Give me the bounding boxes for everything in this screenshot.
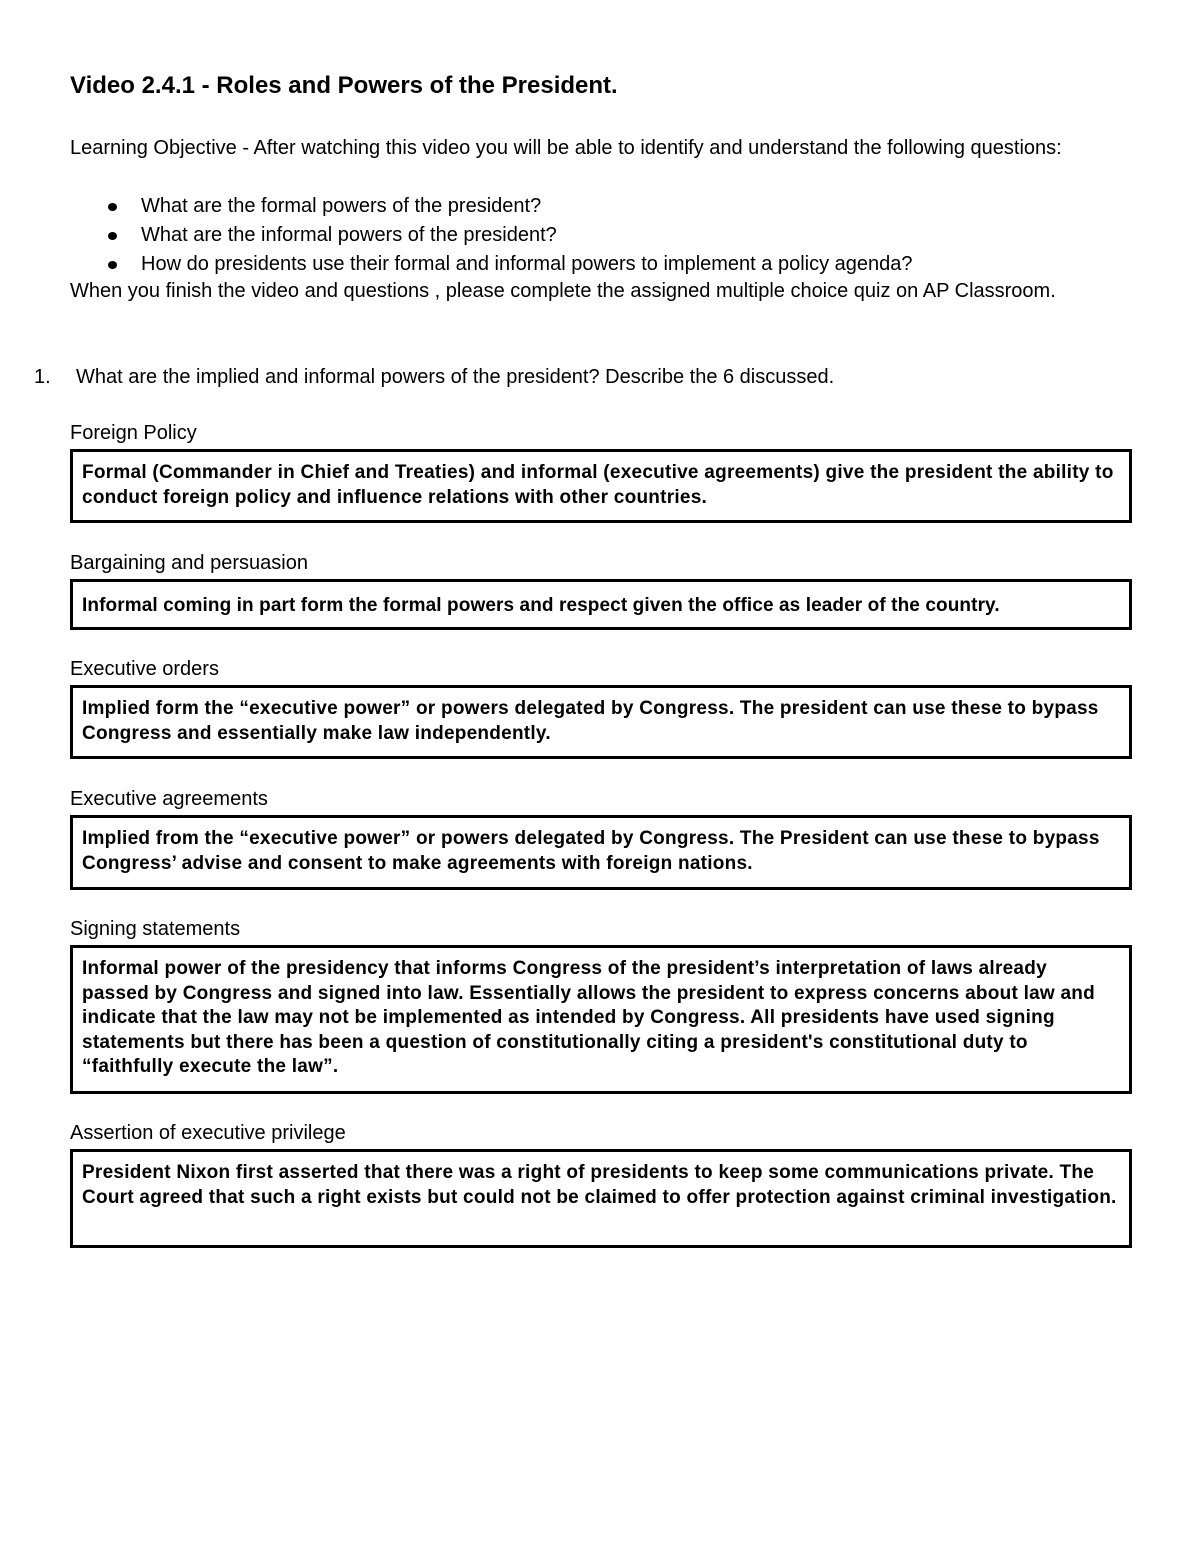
list-item bbox=[70, 250, 913, 279]
section-label: Assertion of executive privilege bbox=[70, 1122, 346, 1144]
section-label: Bargaining and persuasion bbox=[70, 552, 308, 574]
bullet-icon bbox=[108, 232, 117, 240]
section-label: Foreign Policy bbox=[70, 422, 197, 444]
question-text: What are the implied and informal powers of the president? Describe the 6 discussed. bbox=[76, 366, 835, 388]
answer-box[interactable]: President Nixon first asserted that there was a right of presidents to keep some communications private. The Court agreed that such a right exists but could not be claimed to offer protection against criminal investigation. bbox=[70, 1149, 1132, 1248]
answer-box[interactable]: Implied form the “executive power” or powers delegated by Congress. The president can use these to bypass Congress and essentially make law independently. bbox=[70, 685, 1132, 759]
question-number: 1. bbox=[34, 366, 51, 388]
list-item bbox=[70, 221, 913, 250]
section-label: Executive agreements bbox=[70, 788, 268, 810]
section-bargaining-persuasion bbox=[70, 550, 1132, 630]
answer-box[interactable]: Formal (Commander in Chief and Treaties) and informal (executive agreements) give the president the ability to conduct foreign policy and influence relations with other countries. bbox=[70, 449, 1132, 523]
bullet-icon bbox=[108, 203, 117, 211]
list-item bbox=[70, 192, 913, 221]
section-foreign-policy bbox=[70, 420, 1132, 523]
section-executive-agreements bbox=[70, 786, 1132, 890]
closing-note: When you finish the video and questions , please complete the assigned multiple choice quiz on AP Classroom. bbox=[70, 280, 1056, 302]
section-executive-orders bbox=[70, 656, 1132, 759]
section-executive-privilege bbox=[70, 1120, 1132, 1248]
objective-question-text: How do presidents use their formal and informal powers to implement a policy agenda? bbox=[141, 253, 913, 275]
objective-question-text: What are the informal powers of the president? bbox=[141, 224, 557, 246]
bullet-icon bbox=[108, 261, 117, 269]
section-label: Executive orders bbox=[70, 658, 219, 680]
learning-objective: Learning Objective - After watching this video you will be able to identify and understand the following questions: bbox=[70, 137, 1062, 159]
objective-question-text: What are the formal powers of the president? bbox=[141, 195, 542, 217]
answer-box[interactable]: Implied from the “executive power” or powers delegated by Congress. The President can use these to bypass Congress’ advise and consent to make agreements with foreign nations. bbox=[70, 815, 1132, 890]
answer-box[interactable]: Informal power of the presidency that informs Congress of the president’s interpretation of laws already passed by Congress and signed into law. Essentially allows the president to express concerns about law and indicate that the law may not be implemented as intended by Congress. All presidents have used signing statements but there has been a question of constitutionally citing a president's constitutional duty to “faithfully execute the law”. bbox=[70, 945, 1132, 1094]
question-1 bbox=[34, 363, 834, 392]
document-title: Video 2.4.1 - Roles and Powers of the President. bbox=[70, 72, 618, 99]
section-signing-statements bbox=[70, 916, 1132, 1094]
answer-box[interactable]: Informal coming in part form the formal powers and respect given the office as leader of the country. bbox=[70, 579, 1132, 630]
objective-question-list bbox=[70, 192, 913, 279]
section-label: Signing statements bbox=[70, 918, 241, 940]
